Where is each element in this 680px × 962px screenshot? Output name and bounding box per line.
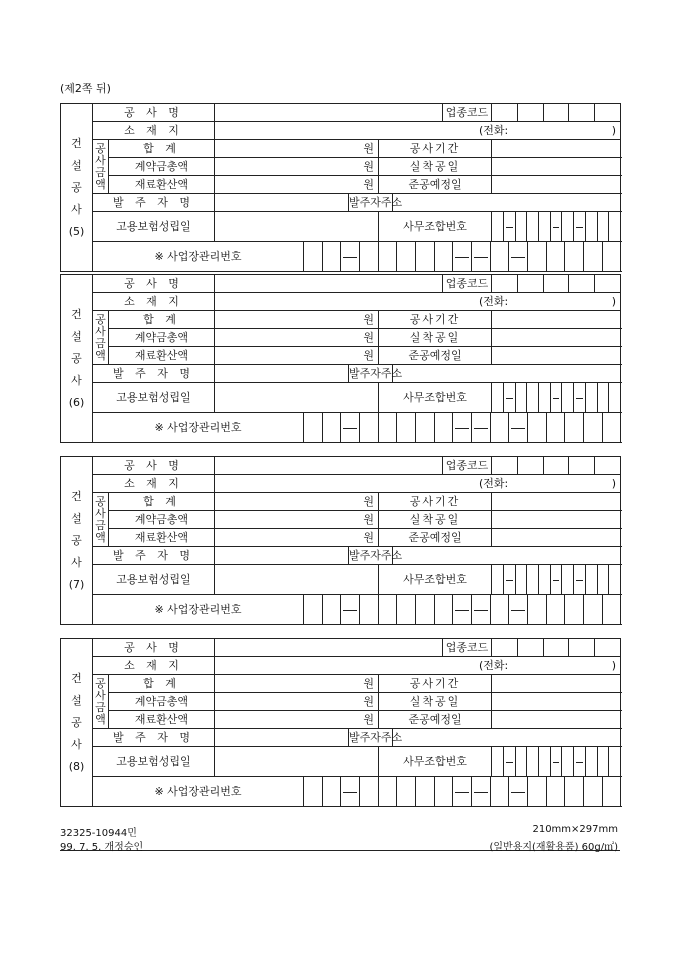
insurance-date-field[interactable] xyxy=(215,747,379,777)
materials-label: 재료환산액 xyxy=(109,529,215,547)
block-title-char: 사 xyxy=(71,373,82,387)
mgmt-number-field[interactable] xyxy=(304,777,621,807)
amount-group-char: 사 xyxy=(95,153,106,167)
total-won[interactable]: 원 xyxy=(215,140,379,158)
contract-total-label: 계약금총액 xyxy=(109,329,215,347)
paper-type: (일반용지(재활용품) 60g/㎡) xyxy=(489,842,618,853)
block-number: (5) xyxy=(68,224,85,238)
completion-date-label: 준공예정일 xyxy=(379,347,492,365)
materials-won[interactable]: 원 xyxy=(215,711,379,729)
start-date-field[interactable] xyxy=(492,693,621,711)
mgmt-number-label: ※ 사업장관리번호 xyxy=(93,413,304,443)
completion-date-field[interactable] xyxy=(492,176,621,194)
start-date-field[interactable] xyxy=(492,329,621,347)
industry-code-label: 업종코드 xyxy=(443,275,492,293)
block-title-char: 설 xyxy=(71,693,82,707)
orderer-address-label: 발주자주소 xyxy=(349,729,393,747)
contract-total-won[interactable]: 원 xyxy=(215,693,379,711)
orderer-name-field[interactable] xyxy=(215,194,349,212)
industry-code-field[interactable] xyxy=(492,104,621,122)
block-title xyxy=(61,275,93,443)
construction-table xyxy=(60,638,621,807)
construction-block xyxy=(60,274,620,456)
completion-date-label: 준공예정일 xyxy=(379,176,492,194)
amount-group-char: 공 xyxy=(95,676,106,690)
start-date-label: 실착공일 xyxy=(379,329,492,347)
orderer-address-label: 발주자주소 xyxy=(349,365,393,383)
period-field[interactable] xyxy=(492,140,621,158)
orderer-name-field[interactable] xyxy=(215,547,349,565)
block-title xyxy=(61,457,93,625)
materials-label: 재료환산액 xyxy=(109,347,215,365)
start-date-label: 실착공일 xyxy=(379,158,492,176)
materials-label: 재료환산액 xyxy=(109,711,215,729)
location-label: 소 재 지 xyxy=(93,122,215,140)
industry-code-label: 업종코드 xyxy=(443,104,492,122)
period-label: 공사기간 xyxy=(379,311,492,329)
orderer-address-field[interactable] xyxy=(393,194,621,212)
materials-won[interactable]: 원 xyxy=(215,347,379,365)
location-field[interactable] xyxy=(215,293,621,311)
period-label: 공사기간 xyxy=(379,675,492,693)
completion-date-field[interactable] xyxy=(492,711,621,729)
block-title xyxy=(61,104,93,272)
construction-block xyxy=(60,456,620,638)
phone-suffix: ) xyxy=(611,124,617,137)
approval-note: 99. 7. 5. 개정승인 xyxy=(60,842,144,853)
industry-code-field[interactable] xyxy=(492,639,621,657)
total-won[interactable]: 원 xyxy=(215,675,379,693)
orderer-address-label: 발주자주소 xyxy=(349,547,393,565)
industry-code-label: 업종코드 xyxy=(443,457,492,475)
contract-total-won[interactable]: 원 xyxy=(215,511,379,529)
amount-group-char: 액 xyxy=(95,712,106,726)
construction-block xyxy=(60,638,620,820)
orderer-address-field[interactable] xyxy=(393,365,621,383)
block-number: (7) xyxy=(68,577,85,591)
materials-label: 재료환산액 xyxy=(109,176,215,194)
block-title-char: 설 xyxy=(71,511,82,525)
block-title-char: 건 xyxy=(71,489,82,503)
orderer-name-label: 발 주 자 명 xyxy=(93,365,215,383)
start-date-field[interactable] xyxy=(492,511,621,529)
start-date-label: 실착공일 xyxy=(379,511,492,529)
construction-block xyxy=(60,103,620,285)
amount-group-char: 공 xyxy=(95,312,106,326)
location-label: 소 재 지 xyxy=(93,293,215,311)
amount-group-char: 액 xyxy=(95,177,106,191)
office-number-field[interactable] xyxy=(492,747,621,777)
completion-date-label: 준공예정일 xyxy=(379,529,492,547)
amount-group-char: 액 xyxy=(95,530,106,544)
phone-suffix: ) xyxy=(611,295,617,308)
block-title-char: 건 xyxy=(71,136,82,150)
office-number-label: 사무조합번호 xyxy=(379,383,492,413)
office-number-field[interactable] xyxy=(492,383,621,413)
phone-suffix: ) xyxy=(611,659,617,672)
mgmt-number-label: ※ 사업장관리번호 xyxy=(93,242,304,272)
materials-won[interactable]: 원 xyxy=(215,529,379,547)
block-title-char: 사 xyxy=(71,555,82,569)
insurance-date-field[interactable] xyxy=(215,212,379,242)
project-name-field[interactable] xyxy=(215,457,443,475)
mgmt-number-field[interactable] xyxy=(304,242,621,272)
amount-group-char: 금 xyxy=(95,700,106,714)
materials-won[interactable]: 원 xyxy=(215,176,379,194)
project-name-label: 공 사 명 xyxy=(93,639,215,657)
total-label: 합 계 xyxy=(109,311,215,329)
total-won[interactable]: 원 xyxy=(215,493,379,511)
amount-group-char: 공 xyxy=(95,141,106,155)
form-number: 32325-10944민 xyxy=(60,828,137,839)
contract-total-label: 계약금총액 xyxy=(109,158,215,176)
location-field[interactable] xyxy=(215,475,621,493)
insurance-date-label: 고용보험성립일 xyxy=(93,565,215,595)
total-label: 합 계 xyxy=(109,493,215,511)
block-title-char: 사 xyxy=(71,202,82,216)
project-name-field[interactable] xyxy=(215,104,443,122)
orderer-name-label: 발 주 자 명 xyxy=(93,194,215,212)
start-date-label: 실착공일 xyxy=(379,693,492,711)
office-number-label: 사무조합번호 xyxy=(379,565,492,595)
page-label: (제2쪽 뒤) xyxy=(60,82,111,95)
phone-prefix: (전화: xyxy=(479,295,509,308)
block-title-char: 건 xyxy=(71,671,82,685)
phone-prefix: (전화: xyxy=(479,477,509,490)
paper-size: 210mm×297mm xyxy=(532,824,618,835)
mgmt-number-field[interactable] xyxy=(304,595,621,625)
block-title-char: 설 xyxy=(71,329,82,343)
block-number: (8) xyxy=(68,759,85,773)
amount-group-label xyxy=(93,311,109,365)
project-name-label: 공 사 명 xyxy=(93,275,215,293)
block-title-char: 설 xyxy=(71,158,82,172)
contract-total-won[interactable]: 원 xyxy=(215,329,379,347)
project-name-label: 공 사 명 xyxy=(93,457,215,475)
completion-date-field[interactable] xyxy=(492,347,621,365)
total-won[interactable]: 원 xyxy=(215,311,379,329)
start-date-field[interactable] xyxy=(492,158,621,176)
completion-date-label: 준공예정일 xyxy=(379,711,492,729)
block-title-char: 공 xyxy=(71,180,82,194)
industry-code-label: 업종코드 xyxy=(443,639,492,657)
block-title-char: 건 xyxy=(71,307,82,321)
phone-prefix: (전화: xyxy=(479,659,509,672)
period-field[interactable] xyxy=(492,493,621,511)
block-number: (6) xyxy=(68,395,85,409)
insurance-date-field[interactable] xyxy=(215,383,379,413)
amount-group-char: 사 xyxy=(95,324,106,338)
construction-table xyxy=(60,456,621,625)
construction-table xyxy=(60,274,621,443)
location-label: 소 재 지 xyxy=(93,475,215,493)
amount-group-char: 금 xyxy=(95,165,106,179)
contract-total-label: 계약금총액 xyxy=(109,693,215,711)
contract-total-won[interactable]: 원 xyxy=(215,158,379,176)
office-number-label: 사무조합번호 xyxy=(379,212,492,242)
project-name-field[interactable] xyxy=(215,275,443,293)
block-title-char: 공 xyxy=(71,351,82,365)
orderer-name-field[interactable] xyxy=(215,729,349,747)
orderer-name-field[interactable] xyxy=(215,365,349,383)
phone-suffix: ) xyxy=(611,477,617,490)
total-label: 합 계 xyxy=(109,140,215,158)
mgmt-number-label: ※ 사업장관리번호 xyxy=(93,595,304,625)
orderer-address-field[interactable] xyxy=(393,729,621,747)
period-field[interactable] xyxy=(492,311,621,329)
amount-group-char: 금 xyxy=(95,518,106,532)
completion-date-field[interactable] xyxy=(492,529,621,547)
phone-prefix: (전화: xyxy=(479,124,509,137)
project-name-label: 공 사 명 xyxy=(93,104,215,122)
insurance-date-label: 고용보험성립일 xyxy=(93,747,215,777)
amount-group-char: 액 xyxy=(95,348,106,362)
block-title-char: 사 xyxy=(71,737,82,751)
mgmt-number-field[interactable] xyxy=(304,413,621,443)
location-label: 소 재 지 xyxy=(93,657,215,675)
office-number-label: 사무조합번호 xyxy=(379,747,492,777)
industry-code-field[interactable] xyxy=(492,275,621,293)
construction-table xyxy=(60,103,621,272)
total-label: 합 계 xyxy=(109,675,215,693)
block-title xyxy=(61,639,93,807)
block-title-char: 공 xyxy=(71,715,82,729)
orderer-name-label: 발 주 자 명 xyxy=(93,729,215,747)
amount-group-char: 금 xyxy=(95,336,106,350)
mgmt-number-label: ※ 사업장관리번호 xyxy=(93,777,304,807)
location-field[interactable] xyxy=(215,122,621,140)
industry-code-field[interactable] xyxy=(492,457,621,475)
amount-group-char: 사 xyxy=(95,688,106,702)
block-title-char: 공 xyxy=(71,533,82,547)
insurance-date-label: 고용보험성립일 xyxy=(93,383,215,413)
project-name-field[interactable] xyxy=(215,639,443,657)
amount-group-char: 공 xyxy=(95,494,106,508)
office-number-field[interactable] xyxy=(492,565,621,595)
amount-group-label xyxy=(93,140,109,194)
orderer-name-label: 발 주 자 명 xyxy=(93,547,215,565)
period-label: 공사기간 xyxy=(379,140,492,158)
amount-group-label xyxy=(93,493,109,547)
insurance-date-label: 고용보험성립일 xyxy=(93,212,215,242)
orderer-address-field[interactable] xyxy=(393,547,621,565)
location-field[interactable] xyxy=(215,657,621,675)
office-number-field[interactable] xyxy=(492,212,621,242)
insurance-date-field[interactable] xyxy=(215,565,379,595)
contract-total-label: 계약금총액 xyxy=(109,511,215,529)
period-label: 공사기간 xyxy=(379,493,492,511)
period-field[interactable] xyxy=(492,675,621,693)
amount-group-label xyxy=(93,675,109,729)
amount-group-char: 사 xyxy=(95,506,106,520)
orderer-address-label: 발주자주소 xyxy=(349,194,393,212)
